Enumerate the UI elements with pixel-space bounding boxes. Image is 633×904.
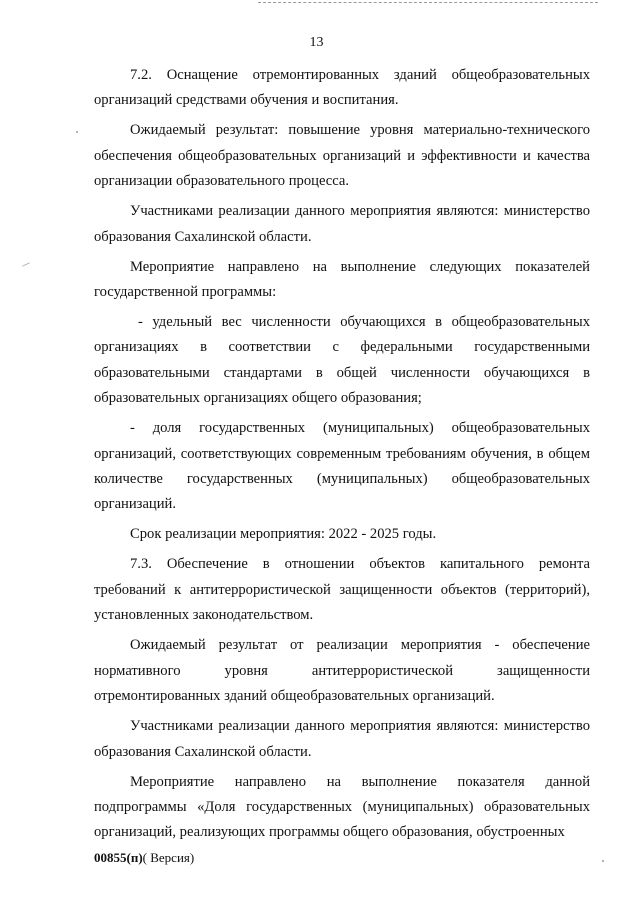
footer: [94, 850, 194, 866]
page-number: 13: [309, 35, 324, 50]
paragraph-expected-result-1: Ожидаемый результат: повышение уровня материально-технического обеспечения общеобразовательных организаций и эффективности и качества организации образовательного процесса.: [94, 122, 590, 190]
document-version: ( Версия): [142, 850, 195, 865]
scan-mark: [22, 262, 30, 266]
paragraph-indicator-2: - доля государственных (муниципальных) общеобразовательных организаций, соответствующих современным требованиям обучения, в общем количестве государственных (муниципальных) общеобразовательных организаций.: [94, 420, 590, 513]
scan-mark: [76, 131, 78, 133]
paragraph-indicator-1: - удельный вес численности обучающихся в общеобразовательных организациях в соответствии с федеральными государственными образовательными стандартами в общей численности обучающихся в образовательных организациях общего образования;: [94, 314, 590, 407]
paragraph-indicators-intro: Мероприятие направлено на выполнение следующих показателей государственной программы:: [94, 258, 590, 301]
document-body: [94, 63, 590, 850]
paragraph-subprogram-indicator: Мероприятие направлено на выполнение показателя данной подпрограммы «Доля государственных (муниципальных) образовательных организаций, реализующих программы общего образования, обустроенных: [94, 773, 590, 841]
scan-top-rule: [258, 2, 598, 3]
paragraph-term: Срок реализации мероприятия: 2022 - 2025 годы.: [130, 526, 437, 543]
paragraph-7-2-heading: 7.2. Оснащение отремонтированных зданий общеобразовательных организаций средствами обучения и воспитания.: [94, 67, 590, 109]
scan-mark: [602, 860, 604, 862]
paragraph-7-3-heading: 7.3. Обеспечение в отношении объектов капитального ремонта требований к антитеррористической защищенности объектов (территорий), установленных законодательством.: [94, 556, 590, 624]
paragraph-participants-1: Участниками реализации данного мероприятия являются: министерство образования Сахалинской области.: [94, 203, 590, 245]
paragraph-participants-2: Участниками реализации данного мероприятия являются: министерство образования Сахалинской области.: [94, 718, 590, 760]
paragraph-expected-result-2: Ожидаемый результат от реализации мероприятия - обеспечение нормативного уровня антитеррористической защищенности отремонтированных зданий общеобразовательных организаций.: [94, 637, 590, 705]
document-code: 00855(п): [94, 850, 143, 865]
